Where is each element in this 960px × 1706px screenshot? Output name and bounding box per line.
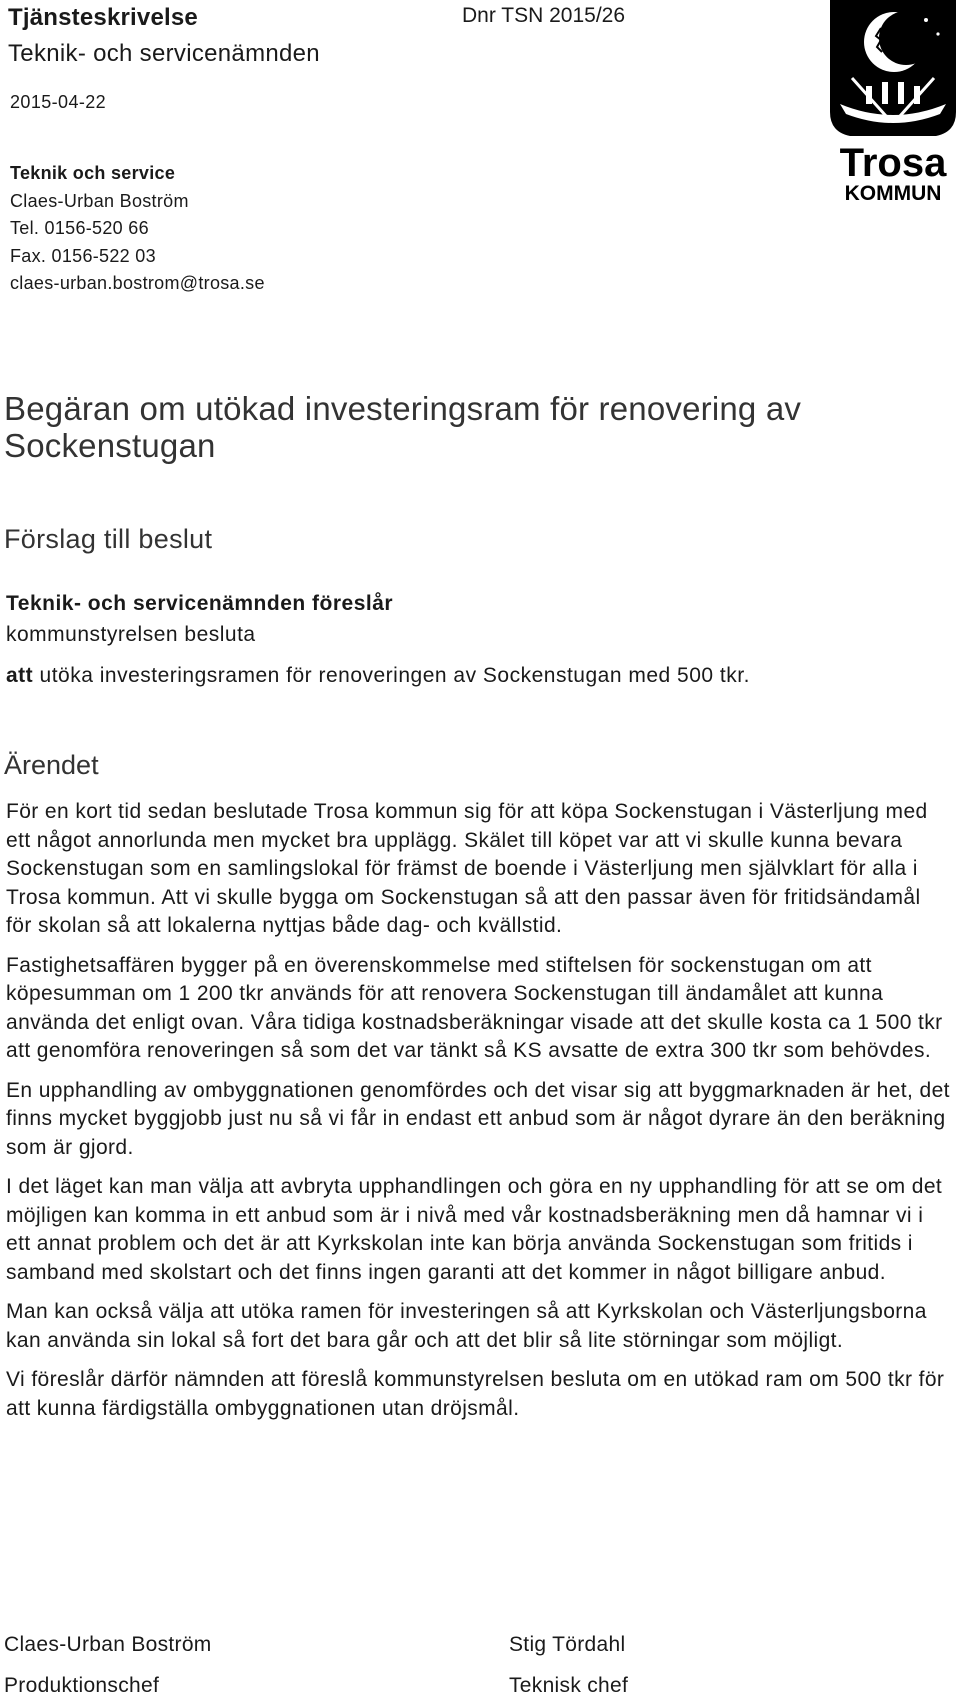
department-title: Teknik- och servicenämnden	[8, 40, 320, 67]
body-paragraph: Fastighetsaffären bygger på en överenskommelse med stiftelsen för sockenstugan om att köpesumman om 1 200 tkr används för att renovera Sockenstugan till ändamålet att kunna använda det enligt ovan. Våra tidiga kostnadsberäkningar visade att det skulle kosta ca 1 500 tkr att genomföra renoveringen så som det var tänkt så KS avsatte de extra 300 tkr som behövdes.	[6, 953, 943, 1062]
signatory-role: Teknisk chef	[509, 1674, 629, 1697]
body-paragraph: Man kan också välja att utöka ramen för investeringen så att Kyrkskolan och Västerljungsborna kan använda sin lokal så fort det bara går och att det blir så lite störningar som möjligt.	[6, 1300, 927, 1352]
logo-subtext: KOMMUN	[844, 182, 942, 205]
body-paragraph: För en kort tid sedan beslutade Trosa kommun sig för att köpa Sockenstugan i Västerljung med ett något annorlunda men mycket bra upplägg. Skälet till köpet var att vi skulle kunna bevara Sockenstugan som en samlingslokal för främst de boende i Västerljung men självklart för alla i Trosa kommun. Att vi skulle bygga om Sockenstugan så att den passar även för fritidsändamål för skolan så att lokalerna nyttjas både dag- och kvällstid.	[6, 800, 928, 937]
trosa-kommun-logo	[826, 0, 960, 208]
body-paragraph: Vi föreslår därför nämnden att föreslå kommunstyrelsen besluta om en utökad ram om 500 tkr för att kunna färdigställa ombyggnationen utan dröjsmål.	[6, 1368, 945, 1420]
contact-phone: Tel. 0156-520 66	[10, 218, 149, 238]
document-date: 2015-04-22	[10, 92, 107, 112]
decision-text: utöka investeringsramen för renoveringen av Sockenstugan med 500 tkr.	[39, 664, 750, 687]
document-type: Tjänsteskrivelse	[8, 4, 198, 31]
proposal-heading: Förslag till beslut	[4, 524, 213, 554]
contact-name: Claes-Urban Boström	[10, 190, 189, 211]
signatory-name: Stig Tördahl	[509, 1633, 626, 1656]
logo-wordmark: Trosa	[839, 141, 947, 185]
document-title: Begäran om utökad investeringsram för renovering av Sockenstugan	[4, 390, 802, 464]
att-label: att	[6, 664, 34, 687]
contact-fax: Fax. 0156-522 03	[10, 245, 156, 266]
logo-graphic	[826, 0, 960, 208]
contact-org: Teknik och service	[10, 163, 176, 183]
diary-number: Dnr TSN 2015/26	[462, 4, 626, 27]
arendet-heading: Ärendet	[4, 750, 99, 780]
body-paragraph: En upphandling av ombyggnationen genomfördes och det visar sig att byggmarknaden är het, det finns mycket byggjobb just nu så vi får in endast ett anbud som är något dyrare än den beräkning som är gjord.	[6, 1078, 950, 1159]
contact-email: claes-urban.bostrom@trosa.se	[10, 273, 265, 293]
proposal-line: kommunstyrelsen besluta	[6, 623, 256, 646]
signatory-name: Claes-Urban Boström	[4, 1633, 212, 1656]
proposal-block	[6, 588, 750, 691]
arendet-body	[6, 798, 950, 1434]
signatory-role: Produktionschef	[4, 1674, 160, 1697]
proposal-decision	[6, 660, 750, 691]
body-paragraph: I det läget kan man välja att avbryta upphandlingen och göra en ny upphandling för att se om det möjligen kan komma in ett anbud som är i nivå med vår kostnadsberäkning men då hamnar vi i ett annat problem och det är att Kyrkskolan inte kan börja använda Sockenstugan som fritids i samband med skolstart och det finns ingen garanti att det kommer in något billigare anbud.	[6, 1175, 943, 1284]
proposal-lead: Teknik- och servicenämnden föreslår	[6, 592, 394, 615]
contact-block	[10, 160, 265, 298]
